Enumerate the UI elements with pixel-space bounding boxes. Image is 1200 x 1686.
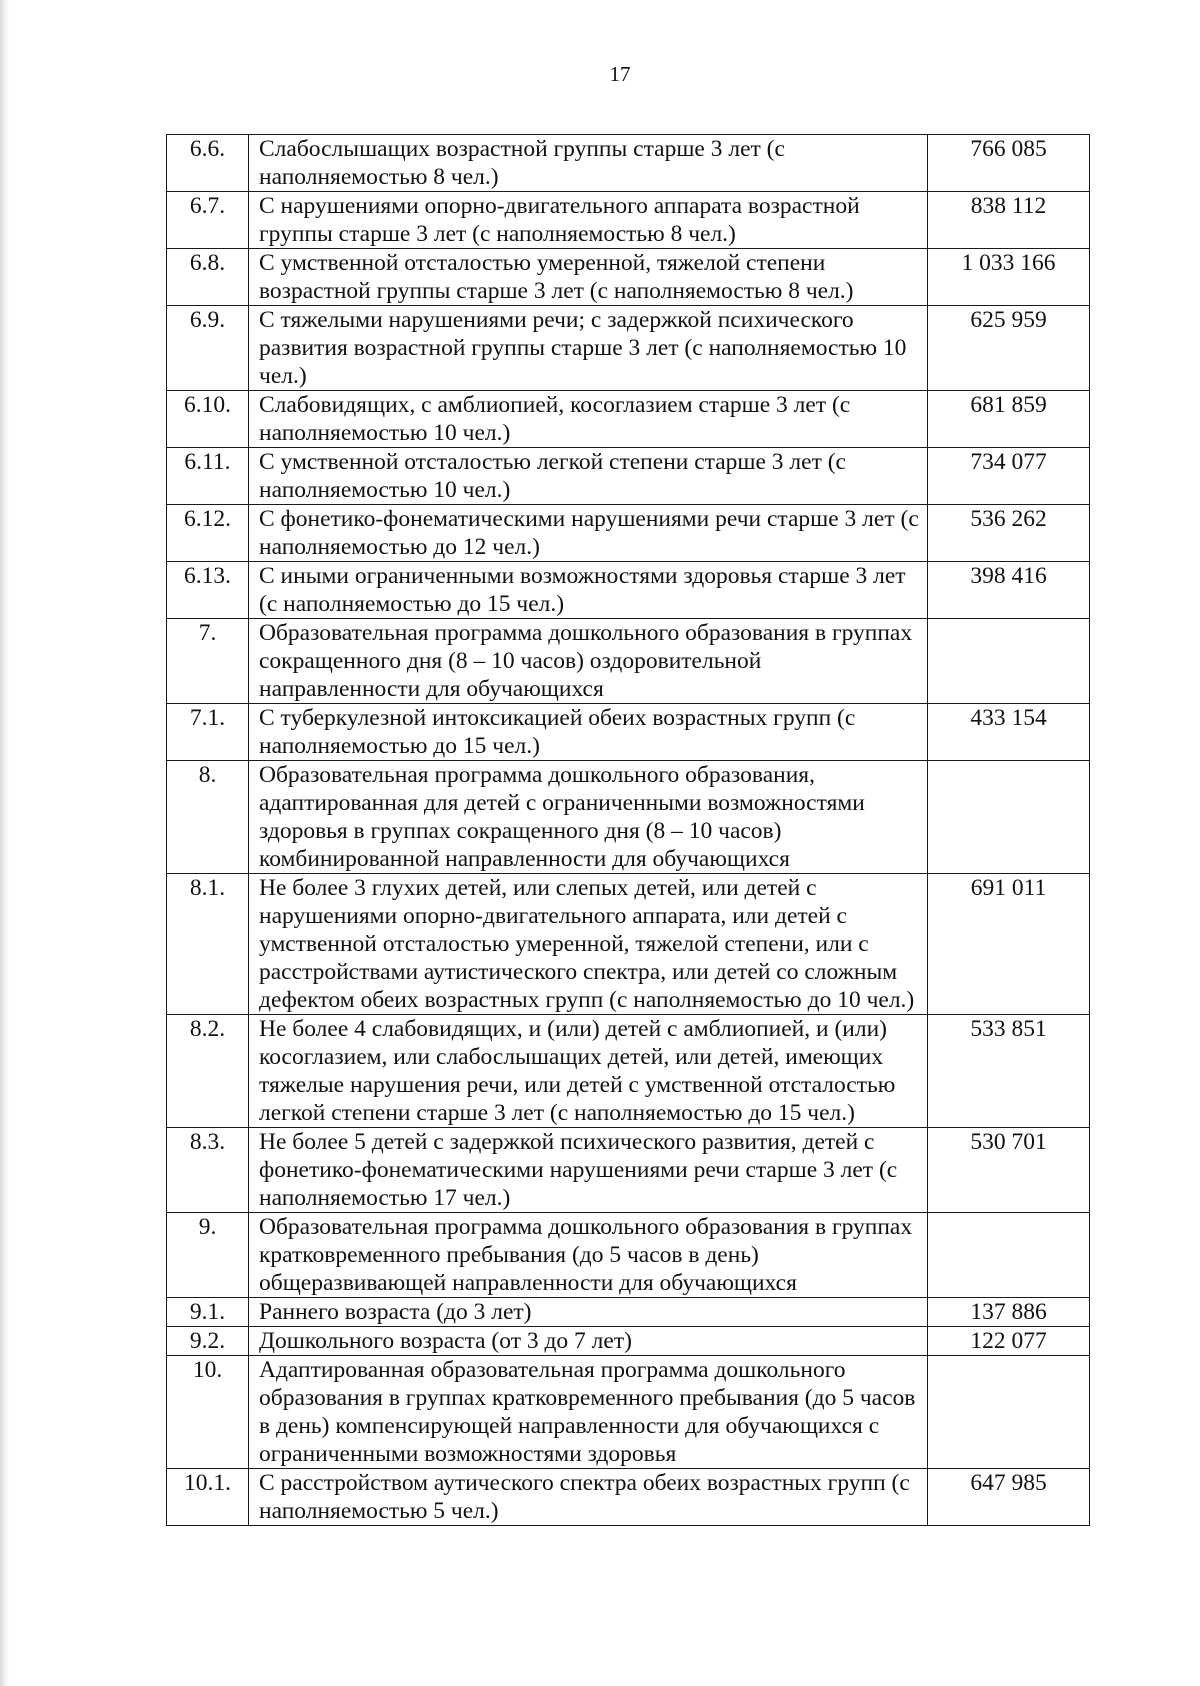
row-amount [928, 1356, 1090, 1469]
table-row [167, 1298, 1090, 1327]
row-number: 10.1. [167, 1469, 249, 1526]
row-number: 7.1. [167, 704, 249, 761]
row-amount: 681 859 [928, 391, 1090, 448]
row-description: Образовательная программа дошкольного образования, адаптированная для детей с ограниченными возможностями здоровья в группах сокращенного дня (8 – 10 часов) комбинированной направленности для обучающихся [249, 761, 928, 874]
row-description: Раннего возраста (до 3 лет) [249, 1298, 928, 1327]
row-number: 6.10. [167, 391, 249, 448]
table-row [167, 391, 1090, 448]
row-number: 9.2. [167, 1327, 249, 1356]
row-number: 8. [167, 761, 249, 874]
table-row [167, 874, 1090, 1015]
table-row [167, 1213, 1090, 1298]
row-amount: 536 262 [928, 505, 1090, 562]
row-number: 9. [167, 1213, 249, 1298]
row-description: С нарушениями опорно-двигательного аппарата возрастной группы старше 3 лет (с наполняемостью 8 чел.) [249, 192, 928, 249]
row-amount: 1 033 166 [928, 249, 1090, 306]
row-number: 6.6. [167, 135, 249, 192]
tariff-table [166, 134, 1090, 1526]
row-amount: 137 886 [928, 1298, 1090, 1327]
row-number: 7. [167, 619, 249, 704]
row-amount: 625 959 [928, 306, 1090, 391]
table-row [167, 619, 1090, 704]
row-amount [928, 619, 1090, 704]
row-number: 8.2. [167, 1015, 249, 1128]
row-number: 9.1. [167, 1298, 249, 1327]
row-number: 10. [167, 1356, 249, 1469]
row-amount [928, 1213, 1090, 1298]
row-description: С расстройством аутического спектра обеих возрастных групп (с наполняемостью 5 чел.) [249, 1469, 928, 1526]
row-number: 8.1. [167, 874, 249, 1015]
row-amount: 838 112 [928, 192, 1090, 249]
table-row [167, 1327, 1090, 1356]
row-description: С умственной отсталостью умеренной, тяжелой степени возрастной группы старше 3 лет (с наполняемостью 8 чел.) [249, 249, 928, 306]
row-amount: 398 416 [928, 562, 1090, 619]
row-amount: 766 085 [928, 135, 1090, 192]
table-row [167, 562, 1090, 619]
row-description: С тяжелыми нарушениями речи; с задержкой психического развития возрастной группы старше 3 лет (с наполняемостью 10 чел.) [249, 306, 928, 391]
table-row [167, 192, 1090, 249]
row-number: 6.13. [167, 562, 249, 619]
row-description: Не более 5 детей с задержкой психического развития, детей с фонетико-фонематическими нарушениями речи старше 3 лет (с наполняемостью 17 чел.) [249, 1128, 928, 1213]
row-amount [928, 761, 1090, 874]
table-row [167, 1356, 1090, 1469]
row-number: 6.7. [167, 192, 249, 249]
row-number: 6.12. [167, 505, 249, 562]
row-description: Слабовидящих, с амблиопией, косоглазием старше 3 лет (с наполняемостью 10 чел.) [249, 391, 928, 448]
row-number: 6.9. [167, 306, 249, 391]
table-row [167, 1128, 1090, 1213]
row-description: Адаптированная образовательная программа дошкольного образования в группах кратковременного пребывания (до 5 часов в день) компенсирующей направленности для обучающихся с ограниченными возможностями здоровья [249, 1356, 928, 1469]
table-row [167, 1469, 1090, 1526]
row-description: Не более 3 глухих детей, или слепых детей, или детей с нарушениями опорно-двигательного аппарата, или детей с умственной отсталостью умеренной, тяжелой степени, или с расстройствами аутистического спектра, или детей со сложным дефектом обеих возрастных групп (с наполняемостью до 10 чел.) [249, 874, 928, 1015]
row-description: С иными ограниченными возможностями здоровья старше 3 лет (с наполняемостью до 15 чел.) [249, 562, 928, 619]
row-description: Образовательная программа дошкольного образования в группах кратковременного пребывания (до 5 часов в день) общеразвивающей направленности для обучающихся [249, 1213, 928, 1298]
table-row [167, 135, 1090, 192]
table-row [167, 704, 1090, 761]
row-amount: 691 011 [928, 874, 1090, 1015]
table-row [167, 505, 1090, 562]
table-row [167, 761, 1090, 874]
row-description: С умственной отсталостью легкой степени старше 3 лет (с наполняемостью 10 чел.) [249, 448, 928, 505]
row-amount: 647 985 [928, 1469, 1090, 1526]
row-amount: 533 851 [928, 1015, 1090, 1128]
row-amount: 530 701 [928, 1128, 1090, 1213]
table-row [167, 448, 1090, 505]
row-description: С фонетико-фонематическими нарушениями речи старше 3 лет (с наполняемостью до 12 чел.) [249, 505, 928, 562]
row-description: С туберкулезной интоксикацией обеих возрастных групп (с наполняемостью до 15 чел.) [249, 704, 928, 761]
row-description: Слабослышащих возрастной группы старше 3 лет (с наполняемостью 8 чел.) [249, 135, 928, 192]
row-number: 6.8. [167, 249, 249, 306]
row-amount: 122 077 [928, 1327, 1090, 1356]
page-number: 17 [609, 62, 631, 86]
table-row [167, 306, 1090, 391]
row-amount: 433 154 [928, 704, 1090, 761]
table-row [167, 1015, 1090, 1128]
scan-edge-shadow [0, 0, 9, 1686]
row-description: Дошкольного возраста (от 3 до 7 лет) [249, 1327, 928, 1356]
row-number: 8.3. [167, 1128, 249, 1213]
row-amount: 734 077 [928, 448, 1090, 505]
row-description: Образовательная программа дошкольного образования в группах сокращенного дня (8 – 10 часов) оздоровительной направленности для обучающихся [249, 619, 928, 704]
table-row [167, 249, 1090, 306]
row-description: Не более 4 слабовидящих, и (или) детей с амблиопией, и (или) косоглазием, или слабослышащих детей, или детей, имеющих тяжелые нарушения речи, или детей с умственной отсталостью легкой степени старше 3 лет (с наполняемостью до 15 чел.) [249, 1015, 928, 1128]
row-number: 6.11. [167, 448, 249, 505]
table-body [167, 135, 1090, 1526]
